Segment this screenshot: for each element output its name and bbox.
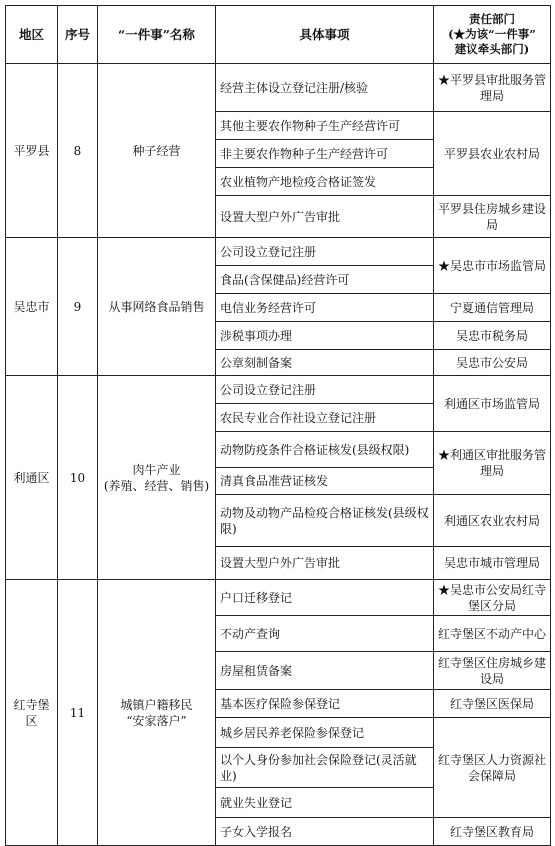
header-no: 序号 — [58, 6, 98, 64]
region-cell: 平罗县 — [6, 64, 58, 238]
item-cell: 基本医疗保险参保登记 — [216, 690, 434, 718]
item-cell: 公司设立登记注册 — [216, 376, 434, 404]
header-dept: 责任部门 (★为该“一件事” 建议牵头部门) — [434, 6, 551, 64]
item-cell: 动物防疫条件合格证核发(县级权限) — [216, 432, 434, 468]
dept-cell: ★平罗县审批服务管理局 — [434, 64, 551, 112]
region-cell: 利通区 — [6, 376, 58, 580]
dept-cell: 红寺堡区教育局 — [434, 818, 551, 846]
item-cell: 非主要农作物种子生产经营许可 — [216, 140, 434, 168]
item-cell: 以个人身份参加社会保险登记(灵活就业) — [216, 748, 434, 788]
item-cell: 涉税事项办理 — [216, 322, 434, 350]
item-cell: 其他主要农作物种子生产经营许可 — [216, 112, 434, 140]
dept-cell: 平罗县农业农村局 — [434, 112, 551, 196]
header-items: 具体事项 — [216, 6, 434, 64]
matter-name-cell: 肉牛产业 (养殖、经营、销售) — [98, 376, 216, 580]
number-cell: 11 — [58, 580, 98, 846]
dept-cell: 吴忠市公安局 — [434, 350, 551, 376]
item-cell: 电信业务经营许可 — [216, 294, 434, 322]
dept-cell: 红寺堡区人力资源社会保障局 — [434, 718, 551, 818]
header-name: “一件事”名称 — [98, 6, 216, 64]
matter-name-cell: 从事网络食品销售 — [98, 238, 216, 376]
item-cell: 设置大型户外广告审批 — [216, 547, 434, 580]
item-cell: 户口迁移登记 — [216, 580, 434, 616]
table-row — [6, 376, 551, 404]
matter-name-cell: 城镇户籍移民 “安家落户” — [98, 580, 216, 846]
region-cell: 吴忠市 — [6, 238, 58, 376]
item-cell: 公章刻制备案 — [216, 350, 434, 376]
dept-cell: 宁夏通信管理局 — [434, 294, 551, 322]
region-cell: 红寺堡区 — [6, 580, 58, 846]
dept-cell: 平罗县住房城乡建设局 — [434, 196, 551, 238]
item-cell: 房屋租赁备案 — [216, 652, 434, 690]
number-cell: 9 — [58, 238, 98, 376]
dept-cell: 利通区市场监管局 — [434, 376, 551, 432]
dept-cell: 吴忠市城市管理局 — [434, 547, 551, 580]
item-cell: 不动产查询 — [216, 616, 434, 652]
item-cell: 农民专业合作社设立登记注册 — [216, 404, 434, 432]
item-cell: 子女入学报名 — [216, 818, 434, 846]
item-cell: 动物及动物产品检疫合格证核发(县级权限) — [216, 495, 434, 547]
table-row — [6, 580, 551, 616]
number-cell: 8 — [58, 64, 98, 238]
responsibility-table — [5, 5, 551, 846]
dept-cell: ★利通区审批服务管理局 — [434, 432, 551, 495]
item-cell: 经营主体设立登记注册/核验 — [216, 64, 434, 112]
table-row — [6, 64, 551, 112]
item-cell: 食品(含保健品)经营许可 — [216, 266, 434, 294]
header-region: 地区 — [6, 6, 58, 64]
item-cell: 设置大型户外广告审批 — [216, 196, 434, 238]
dept-cell: 红寺堡区住房城乡建设局 — [434, 652, 551, 690]
item-cell: 公司设立登记注册 — [216, 238, 434, 266]
dept-cell: 红寺堡区医保局 — [434, 690, 551, 718]
item-cell: 就业失业登记 — [216, 788, 434, 818]
item-cell: 城乡居民养老保险参保登记 — [216, 718, 434, 748]
item-cell: 农业植物产地检疫合格证签发 — [216, 168, 434, 196]
dept-cell: 红寺堡区不动产中心 — [434, 616, 551, 652]
table-header-row — [6, 6, 551, 64]
item-cell: 清真食品准营证核发 — [216, 468, 434, 495]
matter-name-cell: 种子经营 — [98, 64, 216, 238]
dept-cell: 利通区农业农村局 — [434, 495, 551, 547]
dept-cell: 吴忠市税务局 — [434, 322, 551, 350]
table-row — [6, 238, 551, 266]
number-cell: 10 — [58, 376, 98, 580]
dept-cell: ★吴忠市市场监管局 — [434, 238, 551, 294]
dept-cell: ★吴忠市公安局红寺堡区分局 — [434, 580, 551, 616]
